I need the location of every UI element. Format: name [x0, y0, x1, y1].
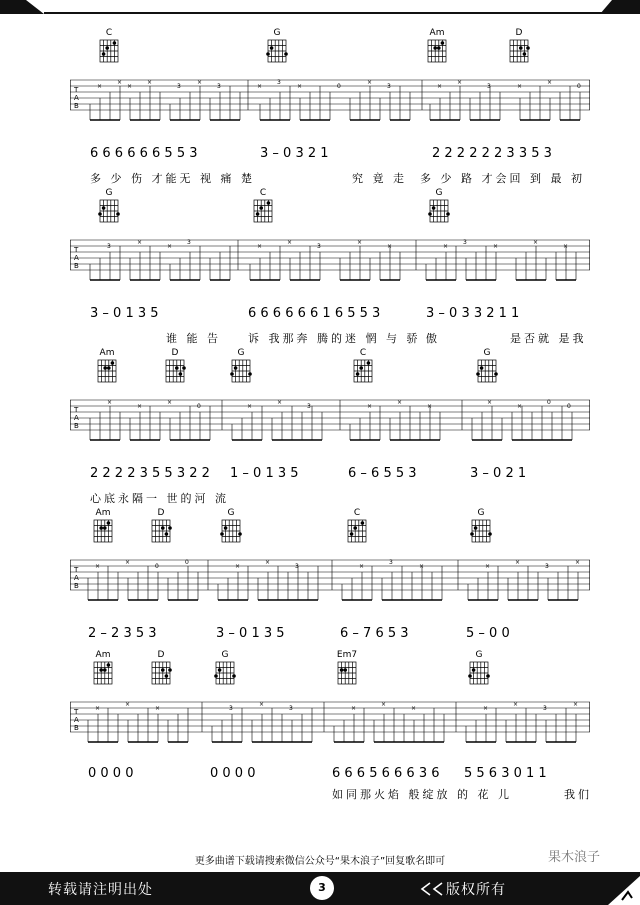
svg-text:×: × [155, 705, 161, 712]
tab-staff [70, 556, 590, 616]
svg-text:0: 0 [185, 559, 189, 566]
svg-text:B: B [74, 582, 79, 590]
tab-staff [70, 76, 590, 136]
chord-grid-icon [97, 198, 121, 228]
svg-text:×: × [483, 705, 489, 712]
brand-logo: 果木浪子 [548, 850, 601, 865]
chord-diagram: G [216, 508, 246, 548]
chord-diagram: G [424, 188, 454, 228]
svg-text:×: × [147, 79, 153, 86]
page-footer [0, 872, 640, 905]
jianpu-bar: 2 2 2 2 2 2 3 3 5 3 [432, 146, 552, 161]
jianpu-bar: 3 – 0 1 3 5 [216, 626, 285, 641]
svg-text:3: 3 [317, 243, 321, 250]
svg-text:×: × [427, 403, 433, 410]
svg-text:3: 3 [487, 83, 491, 90]
svg-text:0: 0 [337, 83, 341, 90]
svg-text:×: × [351, 705, 357, 712]
svg-text:B: B [74, 262, 79, 270]
svg-text:×: × [573, 701, 579, 708]
svg-text:×: × [493, 243, 499, 250]
svg-text:×: × [297, 83, 303, 90]
svg-text:×: × [437, 83, 443, 90]
svg-text:×: × [419, 563, 425, 570]
svg-text:×: × [97, 83, 103, 90]
footer-right-text: 版权所有 [446, 882, 506, 898]
chord-diagram: C [342, 508, 372, 548]
jianpu-bar: 3 – 0 3 3 2 1 1 [426, 306, 520, 321]
footer-left-text: 转载请注明出处 [48, 882, 153, 898]
chord-grid-icon [229, 358, 253, 388]
svg-text:T: T [74, 406, 79, 414]
svg-text:×: × [533, 239, 539, 246]
svg-text:3: 3 [389, 559, 393, 566]
svg-text:T: T [74, 708, 79, 716]
chord-grid-icon [251, 198, 275, 228]
svg-text:3: 3 [307, 403, 311, 410]
chord-diagram: Am [422, 28, 452, 68]
svg-text:3: 3 [277, 79, 281, 86]
corner-arrow-icon [598, 872, 640, 905]
lyric-line [70, 170, 590, 186]
chord-grid-icon [219, 518, 243, 548]
svg-text:×: × [137, 403, 143, 410]
chord-diagram: Am [92, 348, 122, 388]
page-number: 3 [310, 876, 334, 900]
chord-diagram: C [248, 188, 278, 228]
tab-staff [70, 698, 590, 758]
svg-text:A: A [74, 716, 79, 724]
jianpu-bar: 3 – 0 3 2 1 [260, 146, 329, 161]
svg-text:×: × [517, 403, 523, 410]
svg-text:3: 3 [463, 239, 467, 246]
svg-text:×: × [107, 399, 113, 406]
lyric-text: 是否就 是我 [510, 332, 587, 345]
lyric-text: 谁 能 告 [166, 332, 221, 345]
svg-text:0: 0 [577, 83, 581, 90]
chord-diagram: G [472, 348, 502, 388]
svg-text:×: × [167, 243, 173, 250]
chord-diagram: G [464, 650, 494, 690]
svg-text:×: × [287, 239, 293, 246]
svg-text:3: 3 [289, 705, 293, 712]
chord-grid-icon [475, 358, 499, 388]
svg-text:×: × [167, 399, 173, 406]
chord-grid-icon [97, 38, 121, 68]
chord-grid-icon [95, 358, 119, 388]
chord-diagram: D [160, 348, 190, 388]
svg-text:×: × [247, 403, 253, 410]
tab-staff [70, 236, 590, 296]
chord-grid-icon [213, 660, 237, 690]
svg-text:A: A [74, 574, 79, 582]
chord-grid-icon [427, 198, 451, 228]
jianpu-bar: 0 0 0 0 [88, 766, 134, 781]
svg-text:B: B [74, 422, 79, 430]
svg-text:×: × [387, 243, 393, 250]
svg-text:×: × [137, 239, 143, 246]
svg-text:×: × [257, 243, 263, 250]
svg-text:×: × [381, 701, 387, 708]
lyric-text: 多 少 路 才会回 到 最 初 [420, 172, 585, 185]
svg-text:3: 3 [387, 83, 391, 90]
chord-grid-icon [425, 38, 449, 68]
chord-grid-icon [345, 518, 369, 548]
chord-grid-icon [91, 518, 115, 548]
jianpu-bar: 6 – 6 5 5 3 [348, 466, 417, 481]
svg-text:×: × [117, 79, 123, 86]
svg-text:3: 3 [545, 563, 549, 570]
svg-text:×: × [125, 701, 131, 708]
chord-grid-icon [163, 358, 187, 388]
svg-text:×: × [359, 563, 365, 570]
svg-text:T: T [74, 566, 79, 574]
svg-text:×: × [487, 399, 493, 406]
lyric-line [70, 786, 590, 802]
svg-text:×: × [95, 705, 101, 712]
svg-text:3: 3 [217, 83, 221, 90]
svg-text:×: × [443, 243, 449, 250]
chord-diagram: G [210, 650, 240, 690]
svg-text:3: 3 [107, 243, 111, 250]
jianpu-bar: 5 5 6 3 0 1 1 [464, 766, 547, 781]
svg-text:×: × [517, 83, 523, 90]
svg-text:×: × [367, 403, 373, 410]
tab-staff [70, 396, 590, 456]
chord-diagram: Am [88, 650, 118, 690]
svg-text:0: 0 [197, 403, 201, 410]
svg-text:×: × [515, 559, 521, 566]
jianpu-bar: 3 – 0 1 3 5 [90, 306, 159, 321]
svg-text:×: × [513, 701, 519, 708]
lyric-text: 我们 [564, 788, 592, 801]
svg-text:×: × [457, 79, 463, 86]
svg-text:B: B [74, 102, 79, 110]
svg-text:×: × [127, 83, 133, 90]
jianpu-bar: 1 – 0 1 3 5 [230, 466, 299, 481]
chord-grid-icon [351, 358, 375, 388]
lyric-text: 如同那火焰 般绽放 的 花 儿 [332, 788, 512, 801]
lyric-text: 多 少 伤 才能无 视 痛 楚 [90, 172, 255, 185]
jianpu-bar: 6 6 6 5 6 6 6 3 6 [332, 766, 440, 781]
svg-text:3: 3 [229, 705, 233, 712]
svg-text:×: × [197, 79, 203, 86]
chord-diagram: D [146, 650, 176, 690]
chord-grid-icon [507, 38, 531, 68]
lyric-line [70, 330, 590, 346]
chord-grid-icon [469, 518, 493, 548]
jianpu-bar: 0 0 0 0 [210, 766, 256, 781]
svg-text:×: × [397, 399, 403, 406]
svg-text:A: A [74, 254, 79, 262]
svg-text:B: B [74, 724, 79, 732]
chord-grid-icon [149, 518, 173, 548]
svg-text:T: T [74, 246, 79, 254]
svg-text:3: 3 [187, 239, 191, 246]
svg-text:×: × [411, 705, 417, 712]
jianpu-line [70, 146, 590, 166]
svg-text:×: × [563, 243, 569, 250]
lyric-text: 心底永隔一 世的河 流 [90, 492, 229, 505]
chord-grid-icon [149, 660, 173, 690]
chord-diagram: D [504, 28, 534, 68]
lyric-text: 诉 我那奔 腾的迷 惘 与 骄 [248, 332, 421, 345]
svg-text:A: A [74, 94, 79, 102]
jianpu-bar: 6 – 7 6 5 3 [340, 626, 409, 641]
svg-text:×: × [257, 83, 263, 90]
chord-diagram: C [348, 348, 378, 388]
chord-diagram: C [94, 28, 124, 68]
svg-text:×: × [357, 239, 363, 246]
arrow-left-icon [420, 881, 444, 897]
footer-note: 更多曲谱下载请搜索微信公众号“果木浪子”回复歌名即可 [194, 856, 446, 867]
svg-text:T: T [74, 86, 79, 94]
jianpu-bar: 2 2 2 2 3 5 5 3 2 2 [90, 466, 210, 481]
svg-text:0: 0 [547, 399, 551, 406]
lyric-text: 究 竟 走 [352, 172, 407, 185]
svg-text:3: 3 [543, 705, 547, 712]
chord-grid-icon [467, 660, 491, 690]
svg-text:0: 0 [155, 563, 159, 570]
jianpu-bar: 5 – 0 0 [466, 626, 510, 641]
jianpu-line [70, 766, 590, 786]
svg-text:×: × [125, 559, 131, 566]
chord-diagram: G [466, 508, 496, 548]
svg-text:×: × [95, 563, 101, 570]
chord-diagram: D [146, 508, 176, 548]
svg-text:×: × [575, 559, 581, 566]
jianpu-bar: 2 – 2 3 5 3 [88, 626, 157, 641]
jianpu-line [70, 306, 590, 326]
jianpu-bar: 6 6 6 6 6 6 1 6 5 5 3 [248, 306, 381, 321]
top-banner [0, 0, 640, 14]
jianpu-bar: 3 – 0 2 1 [470, 466, 527, 481]
chord-diagram: G [262, 28, 292, 68]
svg-text:×: × [259, 701, 265, 708]
svg-text:3: 3 [295, 563, 299, 570]
lyric-text: 傲 [426, 332, 440, 345]
lyric-line [70, 490, 590, 506]
svg-text:0: 0 [567, 403, 571, 410]
svg-text:A: A [74, 414, 79, 422]
chord-diagram: G [226, 348, 256, 388]
chord-grid-icon [335, 660, 359, 690]
svg-text:×: × [265, 559, 271, 566]
svg-text:×: × [235, 563, 241, 570]
chord-diagram: Em7 [332, 650, 362, 690]
chord-diagram: Am [88, 508, 118, 548]
chord-grid-icon [265, 38, 289, 68]
jianpu-line [70, 626, 590, 646]
chord-grid-icon [91, 660, 115, 690]
svg-text:×: × [277, 399, 283, 406]
jianpu-bar: 6 6 6 6 6 6 5 5 3 [90, 146, 198, 161]
chord-diagram: G [94, 188, 124, 228]
svg-text:×: × [367, 79, 373, 86]
svg-text:×: × [547, 79, 553, 86]
svg-text:×: × [485, 563, 491, 570]
jianpu-line [70, 466, 590, 486]
svg-text:3: 3 [177, 83, 181, 90]
